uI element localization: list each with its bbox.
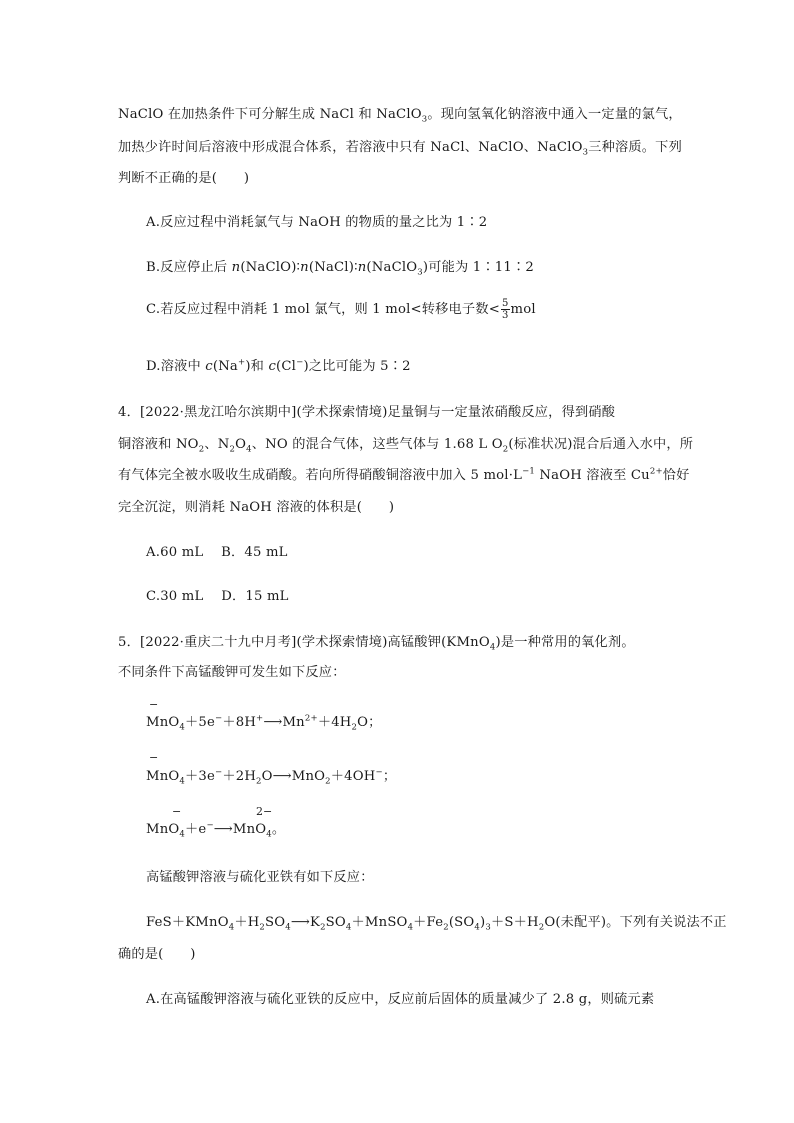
q3-option-b: B.反应停止后 n(NaClO)∶n(NaCl)∶n(NaClO$_3$)可能为 1∶11∶2 <box>146 260 534 278</box>
q5-option-a: A.在高锰酸钾溶液与硫化亚铁的反应中，反应前后固体的质量减少了 2.8 g，则硫元素 <box>146 992 655 1007</box>
overbar: − <box>172 805 182 818</box>
intro-line-3: 判断不正确的是( ) <box>118 171 250 186</box>
q4-line-4: 完全沉淀，则消耗 NaOH 溶液的体积是( ) <box>118 500 395 515</box>
overbar: − <box>149 751 159 764</box>
q4-line-1: 4．[2022·黑龙江哈尔滨期中](学术探索情境)足量铜与一定量浓硝酸反应，得到硝酸 <box>118 405 616 420</box>
q4-line-2: 铜溶液和 $NO_2$、$N_2O_4$、NO 的混合气体，这些气体与 1.68 L $O_2$(标准状况)混合后通入水中，所 <box>118 437 694 455</box>
q5-line-3: 高锰酸钾溶液与硫化亚铁有如下反应： <box>146 870 374 885</box>
q3-option-a: A.反应过程中消耗氯气与 NaOH 的物质的量之比为 1∶2 <box>146 215 488 230</box>
q5-line-1: 5．[2022·重庆二十九中月考](学术探索情境)高锰酸钾(KMnO$_4$)是一种常用的氧化剂。 <box>118 635 635 653</box>
q5-line-5: 确的是( ) <box>118 947 196 962</box>
q5-line-4: $FeS+KMnO_4+H_2SO_4⟶K_2SO_4+MnSO_4+Fe_2(SO_4)_3+S+H_2O$(未配平)。下列有关说法不正 <box>146 915 727 933</box>
intro-line-1: NaClO 在加热条件下可分解生成 NaCl 和 NaClO$_3$。现向氢氧化钠溶液中通入一定量的氯气， <box>118 107 682 125</box>
q5-equation-1: $MnO_4+5e^-+8H^+⟶Mn^{2+}+4H_2O$； <box>146 713 382 733</box>
q4-options-ab: A.60 mL B．45 mL <box>146 545 288 560</box>
q3-option-c: C.若反应过程中消耗 1 mol 氯气，则 1 mol<转移电子数< $\frac{5}{3}$ mol <box>146 298 536 321</box>
q5-equation-2: $MnO_4+3e^-+2H_2O⟶MnO_2+4OH^-$； <box>146 767 397 787</box>
q4-line-3: 有气体完全被水吸收生成硝酸。若向所得硝酸铜溶液中加入 5 $mol\cdot L^{-1}$ NaOH 溶液至 $Cu^{2+}$恰好 <box>118 466 690 483</box>
q3-option-d: D.溶液中 c(Na+)和 c(Cl−)之比可能为 5∶2 <box>146 357 411 374</box>
q4-options-cd: C.30 mL D．15 mL <box>146 589 289 604</box>
q5-line-2: 不同条件下高锰酸钾可发生如下反应： <box>118 665 346 680</box>
charge-label: 2− <box>256 805 273 818</box>
q5-equation-3: MnO$_4$＋e−⟶MnO$_4$。 <box>146 820 286 840</box>
intro-line-2: 加热少许时间后溶液中形成混合体系，若溶液中只有 NaCl、NaClO、NaClO$_3$三种溶质。下列 <box>118 140 682 158</box>
overbar: − <box>149 698 159 711</box>
fraction: $\frac{5}{3}$ <box>501 298 509 321</box>
